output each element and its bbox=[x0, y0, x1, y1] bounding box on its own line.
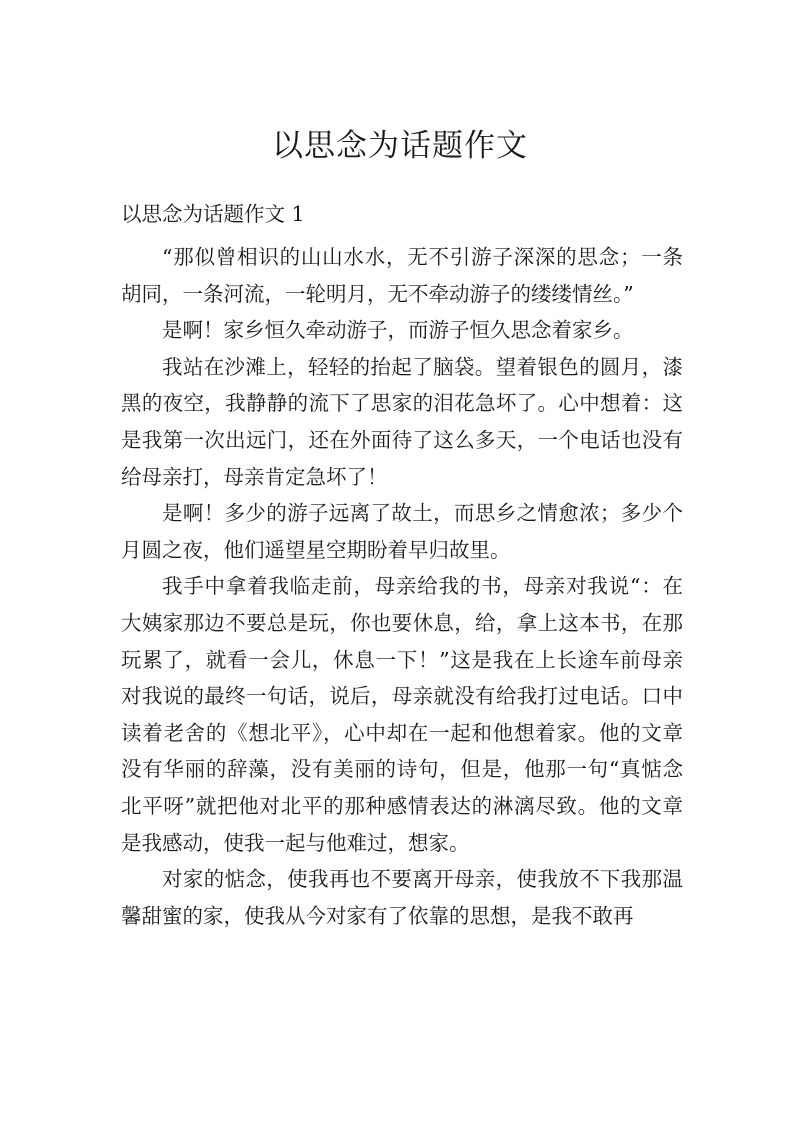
paragraph: “那似曾相识的山山水水，无不引游子深深的思念；一条胡同，一条河流，一轮明月，无不牵动游子的缕缕情丝。” bbox=[121, 245, 683, 306]
paragraph: 是啊！多少的游子远离了故土，而思乡之情愈浓；多少个月圆之夜，他们遥望星空期盼着早归故里。 bbox=[121, 501, 683, 562]
paragraph: 是啊！家乡恒久牵动游子，而游子恒久思念着家乡。 bbox=[162, 318, 634, 343]
document-title: 以思念为话题作文 bbox=[272, 128, 528, 164]
paragraph: 我站在沙滩上，轻轻的抬起了脑袋。望着银色的圆月，漆黑的夜空，我静静的流下了思家的泪花急坏了。心中想着：这是我第一次出远门，还在外面待了这么多天，一个电话也没有给母亲打，母亲肯定急坏了！ bbox=[121, 354, 683, 489]
article-body bbox=[121, 239, 683, 934]
section-heading: 以思念为话题作文 1 bbox=[121, 202, 305, 226]
paragraph: 对家的惦念，使我再也不要离开母亲，使我放不下我那温馨甜蜜的家，使我从今对家有了依靠的思想，是我不敢再 bbox=[121, 867, 683, 928]
paragraph: 我手中拿着我临走前，母亲给我的书，母亲对我说“：在大姨家那边不要总是玩，你也要休息，给，拿上这本书，在那玩累了，就看一会儿，休息一下！”这是我在上长途车前母亲对我说的最终一句话，说后，母亲就没有给我打过电话。口中读着老舍的《想北平》，心中却在一起和他想着家。他的文章没有华丽的辞藻，没有美丽的诗句，但是，他那一句“真惦念北平呀”就把他对北平的那种感情表达的淋漓尽致。他的文章是我感动，使我一起与他难过，想家。 bbox=[121, 574, 683, 855]
